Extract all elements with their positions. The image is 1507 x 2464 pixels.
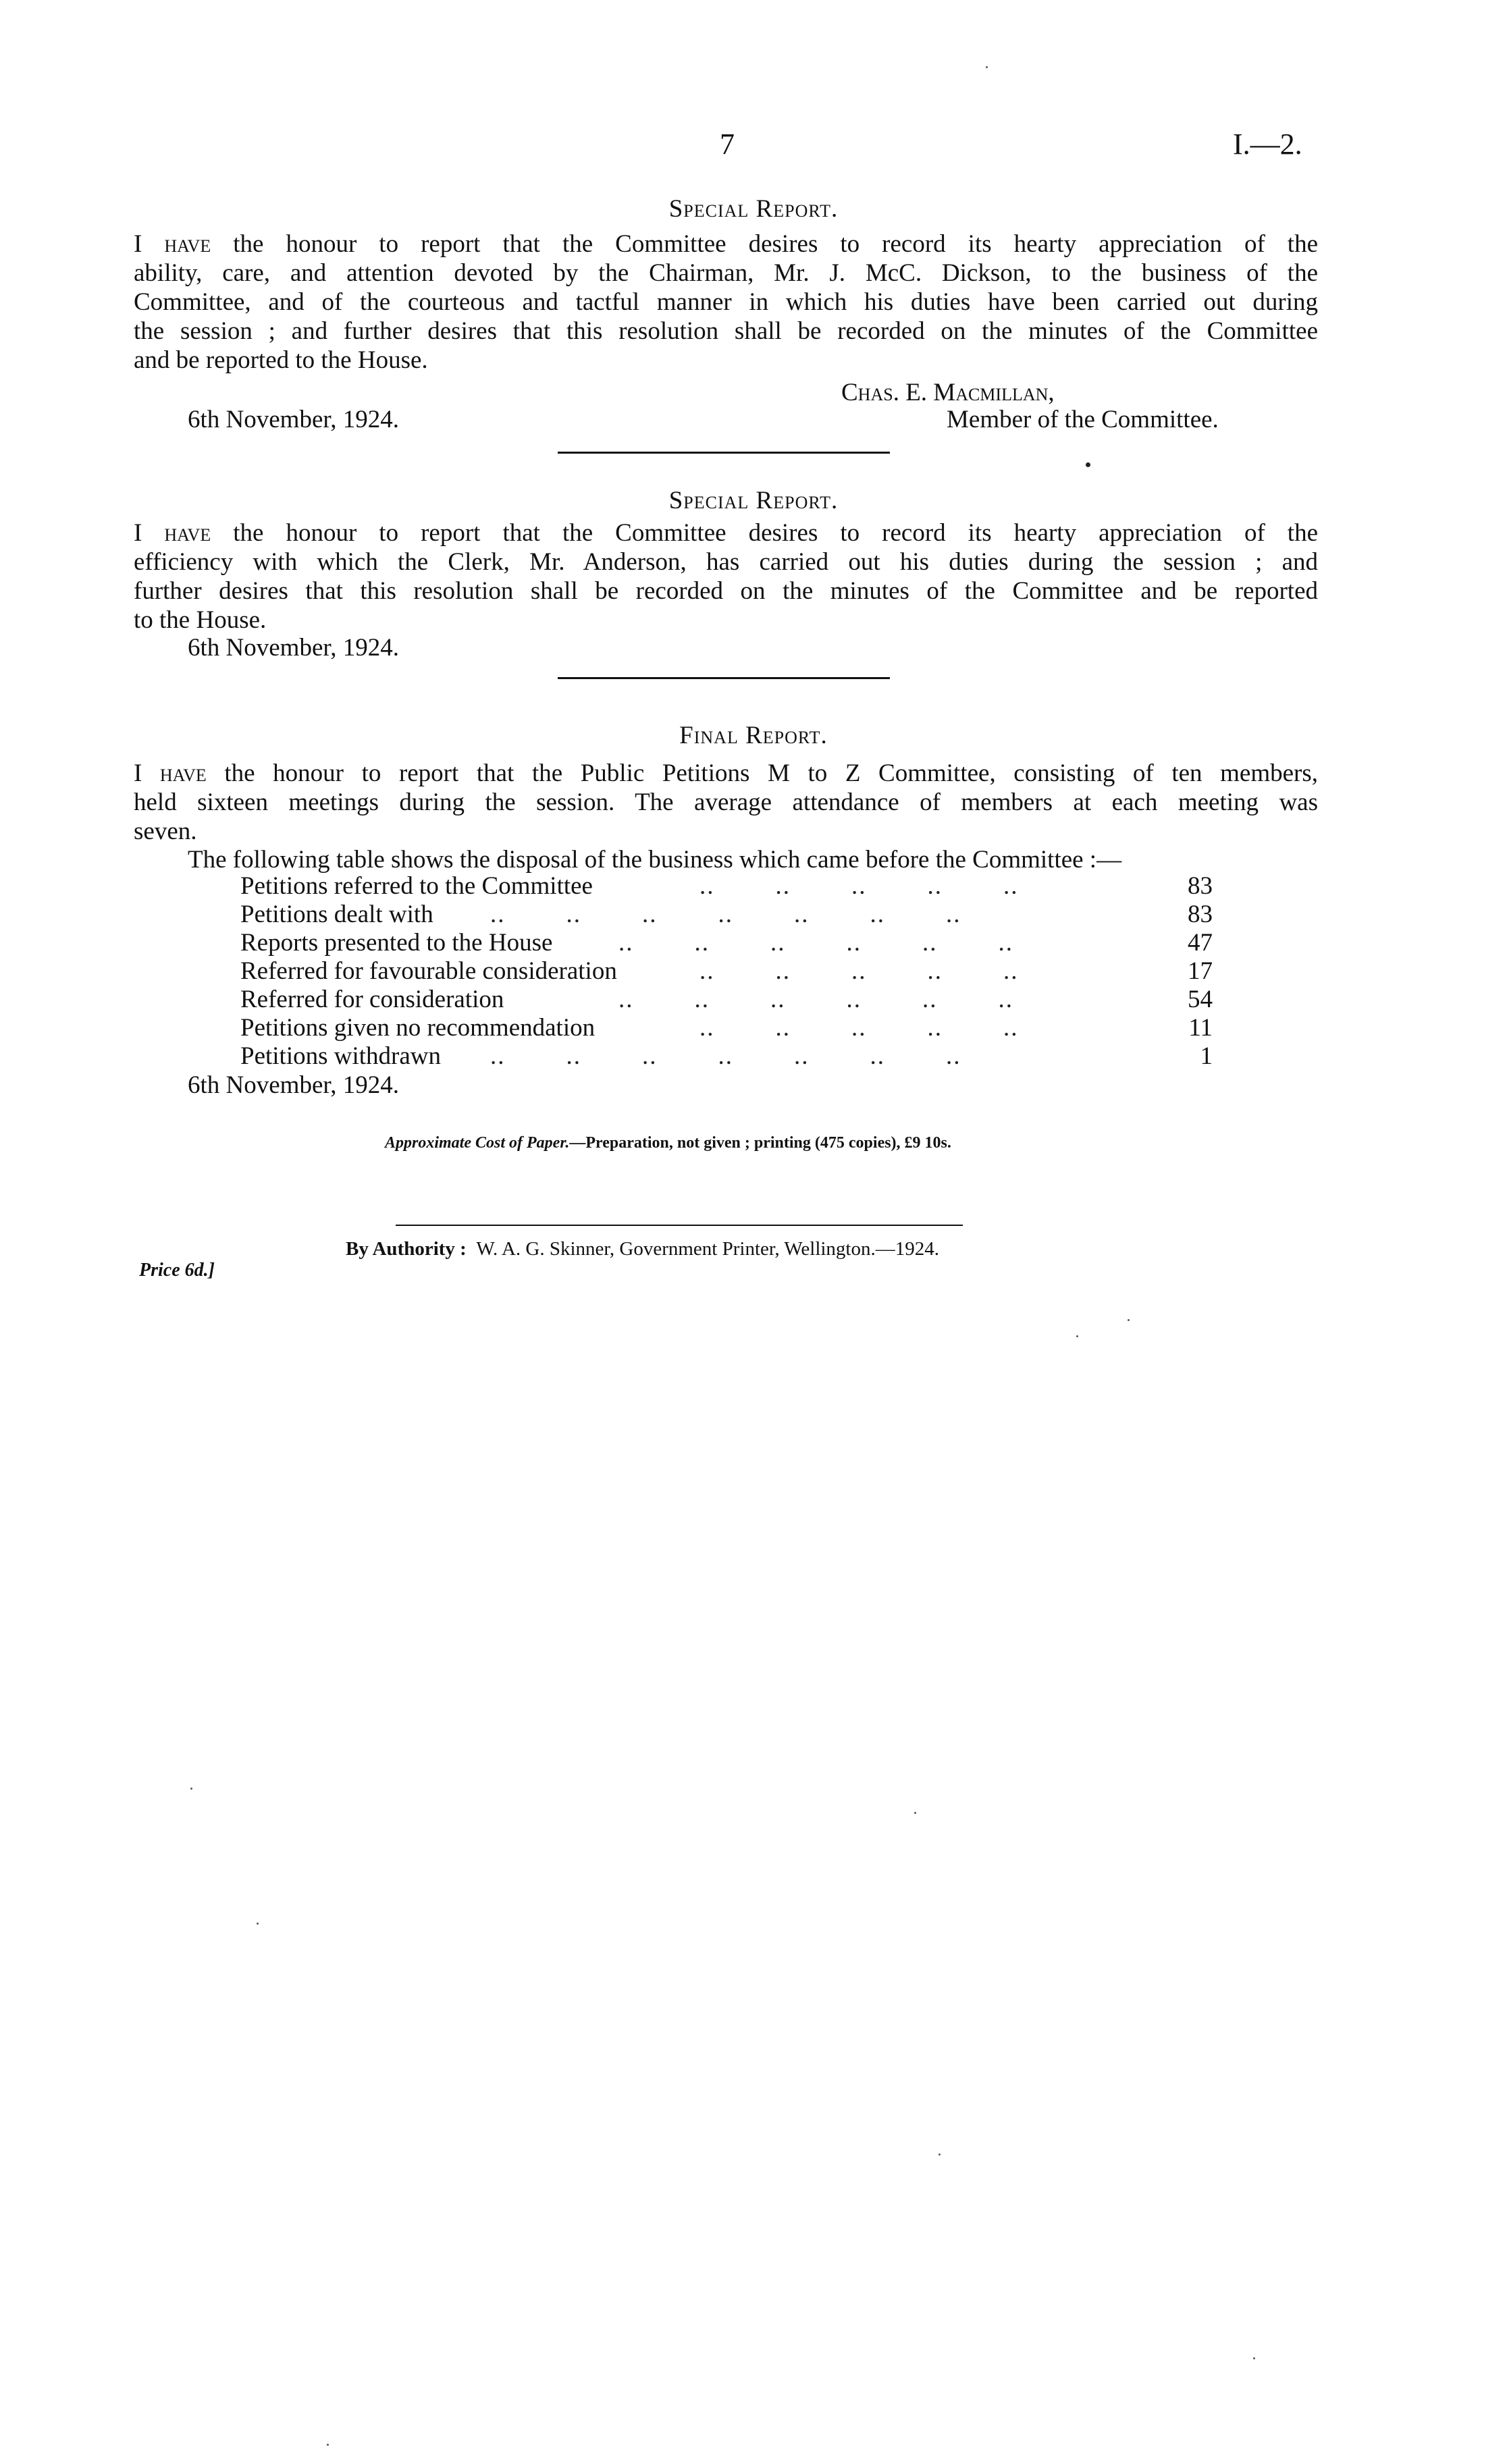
table-row [240,957,1213,986]
scan-speck [327,2444,329,2446]
table-row [240,1014,1213,1042]
leader-dots: .. .. .. .. .. .. [618,986,1013,1013]
scan-speck [1076,1335,1078,1337]
row-value: 11 [1188,1014,1213,1042]
leader-dots: .. .. .. .. .. [699,1014,1019,1042]
leader-dots: .. .. .. .. .. .. [618,929,1013,957]
row-value: 17 [1188,957,1213,985]
special-report-1-line: ability, care, and attention devoted by the Chairman, Mr. J. McC. Dickson, to the business of the [134,259,1318,287]
signatory-title: Member of the Committee. [947,406,1219,433]
lead-words: I have [134,759,207,787]
row-label: Petitions referred to the Committee [240,872,593,900]
special-report-2-line: efficiency with which the Clerk, Mr. Anderson, has carried out his duties during the session ; and [134,548,1318,576]
table-row [240,986,1213,1014]
leader-dots: .. .. .. .. .. .. .. [490,1042,961,1070]
special-report-2-line: further desires that this resolution shall be recorded on the minutes of the Committee and be reported [134,577,1318,605]
scan-speck [938,2153,941,2155]
cost-note-text: —Preparation, not given ; printing (475 copies), £9 10s. [569,1134,951,1152]
scan-speck [1086,462,1090,467]
final-report-line: I have the honour to report that the Public Petitions M to Z Committee, consisting of ten members, [134,759,1319,787]
special-report-2-body [134,518,1318,635]
row-label: Petitions given no recommendation [240,1014,596,1042]
row-label: Referred for consideration [240,986,504,1013]
authority-line [346,1238,939,1260]
final-report-heading: Final Report. [679,722,828,749]
leader-dots: .. .. .. .. .. .. .. [490,901,961,928]
row-label: Petitions withdrawn [240,1042,442,1070]
leader-dots: .. .. .. .. .. [699,872,1019,900]
scan-speck [190,1788,192,1790]
scan-speck [1253,2357,1255,2359]
row-label: Reports presented to the House [240,929,553,957]
final-report-body [134,759,1318,846]
special-report-1-date: 6th November, 1924. [188,406,399,433]
authority-label: By Authority : [346,1238,467,1260]
scan-speck [986,66,988,68]
special-report-2-line: I have the honour to report that the Committee desires to record its hearty appreciation of the [134,519,1319,547]
final-report-line: held sixteen meetings during the session. The average attendance of members at each meeting was [134,788,1318,816]
table-row [240,901,1213,929]
row-value: 83 [1188,872,1213,900]
leader-dots: .. .. .. .. .. [699,957,1019,985]
final-report-date: 6th November, 1924. [188,1071,399,1099]
document-reference: I.—2. [1233,128,1302,161]
table-row [240,872,1213,901]
special-report-1-line: the session ; and further desires that this resolution shall be recorded on the minutes of the Committee [134,317,1318,345]
row-value: 83 [1188,901,1213,928]
special-report-1-line: Committee, and of the courteous and tactful manner in which his duties have been carried out during [134,288,1318,316]
special-report-2-line: to the House. [134,606,267,634]
row-label: Petitions dealt with [240,901,433,928]
authority-text: W. A. G. Skinner, Government Printer, Wellington.—1924. [476,1238,939,1260]
page-number: 7 [720,128,735,161]
cost-note-label: Approximate Cost of Paper. [385,1134,570,1152]
scan-speck [257,1923,259,1925]
lead-words: I have [134,230,211,258]
cost-note [385,1134,951,1152]
section-divider [558,452,890,454]
table-row [240,1042,1213,1071]
section-divider [558,677,890,679]
special-report-1-heading: Special Report. [668,195,839,223]
signatory-name: Chas. E. Macmillan, [841,379,1055,406]
disposal-table [240,872,1213,1075]
special-report-1-line: I have the honour to report that the Committee desires to record its hearty appreciation of the [134,230,1319,258]
price: Price 6d.] [139,1260,215,1281]
row-value: 1 [1200,1042,1213,1070]
special-report-2-heading: Special Report. [668,487,839,514]
special-report-2-date: 6th November, 1924. [188,634,399,662]
table-row [240,929,1213,957]
special-report-1-line: and be reported to the House. [134,346,428,374]
special-report-1-body [134,230,1318,375]
scan-speck [1128,1319,1130,1321]
row-value: 47 [1188,929,1213,957]
final-report-line: seven. [134,818,197,845]
scan-speck [914,1812,916,1814]
row-value: 54 [1188,986,1213,1013]
lead-words: I have [134,519,211,547]
table-intro: The following table shows the disposal of the business which came before the Committee :— [188,846,1122,874]
row-label: Referred for favourable consideration [240,957,617,985]
footer-divider [396,1225,963,1226]
